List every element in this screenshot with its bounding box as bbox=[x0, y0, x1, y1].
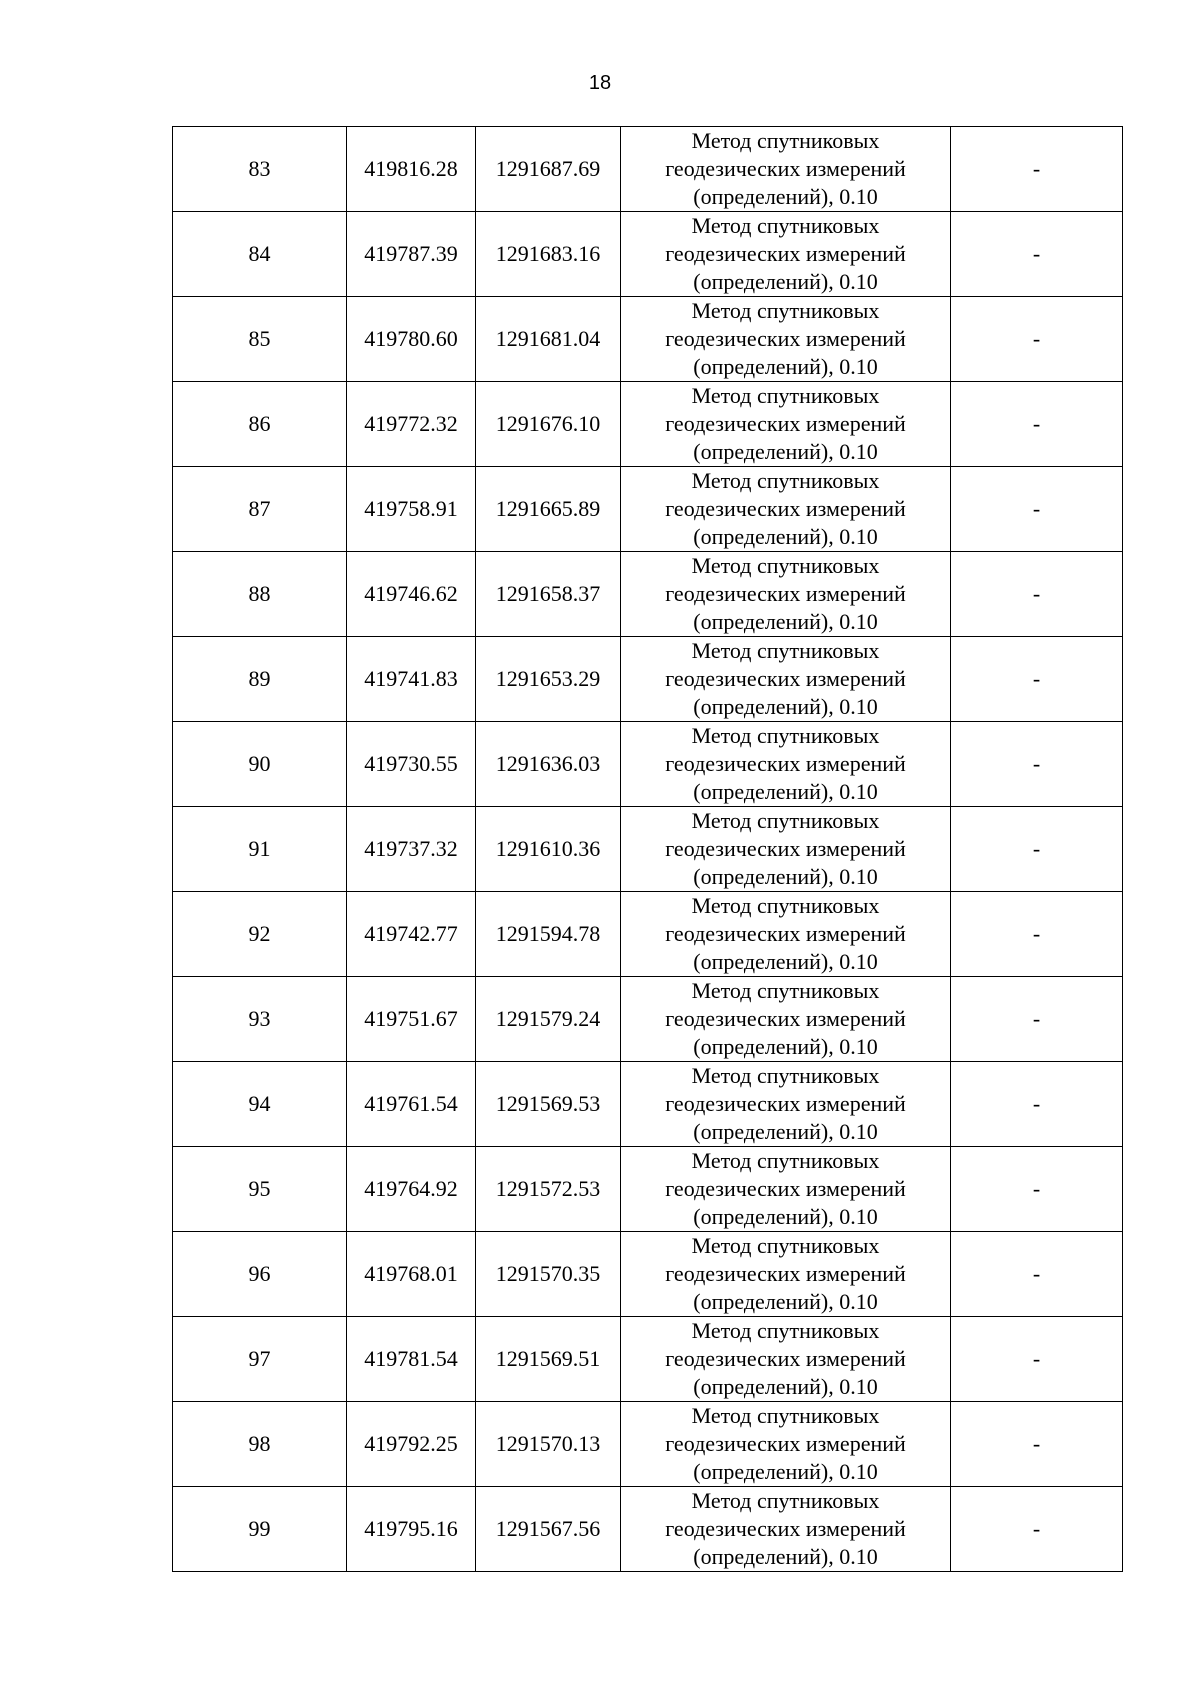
note-cell: - bbox=[951, 297, 1123, 382]
x-coordinate-cell: 419746.62 bbox=[347, 552, 476, 637]
method-cell bbox=[621, 892, 951, 977]
table-row bbox=[173, 1402, 1123, 1487]
method-line-3: (определений), 0.10 bbox=[693, 864, 878, 889]
x-coordinate-cell: 419787.39 bbox=[347, 212, 476, 297]
x-coordinate-cell: 419730.55 bbox=[347, 722, 476, 807]
point-number-cell: 97 bbox=[173, 1317, 347, 1402]
method-line-3: (определений), 0.10 bbox=[693, 354, 878, 379]
y-coordinate-cell: 1291636.03 bbox=[476, 722, 621, 807]
y-coordinate-cell: 1291570.13 bbox=[476, 1402, 621, 1487]
table-row bbox=[173, 1317, 1123, 1402]
method-line-2: геодезических измерений bbox=[665, 241, 906, 266]
method-line-3: (определений), 0.10 bbox=[693, 1034, 878, 1059]
table-row bbox=[173, 637, 1123, 722]
method-line-2: геодезических измерений bbox=[665, 666, 906, 691]
note-cell: - bbox=[951, 1402, 1123, 1487]
y-coordinate-cell: 1291570.35 bbox=[476, 1232, 621, 1317]
y-coordinate-cell: 1291665.89 bbox=[476, 467, 621, 552]
x-coordinate-cell: 419816.28 bbox=[347, 127, 476, 212]
note-cell: - bbox=[951, 552, 1123, 637]
note-cell: - bbox=[951, 1487, 1123, 1572]
point-number-cell: 93 bbox=[173, 977, 347, 1062]
method-cell bbox=[621, 212, 951, 297]
method-line-3: (определений), 0.10 bbox=[693, 609, 878, 634]
y-coordinate-cell: 1291610.36 bbox=[476, 807, 621, 892]
note-cell: - bbox=[951, 127, 1123, 212]
x-coordinate-cell: 419768.01 bbox=[347, 1232, 476, 1317]
note-cell: - bbox=[951, 382, 1123, 467]
point-number-cell: 90 bbox=[173, 722, 347, 807]
table-row bbox=[173, 552, 1123, 637]
method-line-2: геодезических измерений bbox=[665, 1431, 906, 1456]
coordinates-table bbox=[172, 126, 1123, 1572]
method-line-1: Метод спутниковых bbox=[691, 213, 880, 238]
method-cell bbox=[621, 1147, 951, 1232]
table-row bbox=[173, 892, 1123, 977]
method-line-3: (определений), 0.10 bbox=[693, 694, 878, 719]
method-line-1: Метод спутниковых bbox=[691, 638, 880, 663]
method-cell bbox=[621, 297, 951, 382]
method-line-3: (определений), 0.10 bbox=[693, 779, 878, 804]
x-coordinate-cell: 419741.83 bbox=[347, 637, 476, 722]
x-coordinate-cell: 419751.67 bbox=[347, 977, 476, 1062]
note-cell: - bbox=[951, 212, 1123, 297]
coordinates-table-body bbox=[173, 127, 1123, 1572]
method-line-1: Метод спутниковых bbox=[691, 723, 880, 748]
method-line-1: Метод спутниковых bbox=[691, 808, 880, 833]
table-row bbox=[173, 1147, 1123, 1232]
point-number-cell: 87 bbox=[173, 467, 347, 552]
y-coordinate-cell: 1291569.53 bbox=[476, 1062, 621, 1147]
method-line-2: геодезических измерений bbox=[665, 411, 906, 436]
method-line-3: (определений), 0.10 bbox=[693, 1119, 878, 1144]
method-cell bbox=[621, 552, 951, 637]
method-line-1: Метод спутниковых bbox=[691, 1063, 880, 1088]
x-coordinate-cell: 419758.91 bbox=[347, 467, 476, 552]
table-row bbox=[173, 977, 1123, 1062]
y-coordinate-cell: 1291572.53 bbox=[476, 1147, 621, 1232]
method-line-2: геодезических измерений bbox=[665, 326, 906, 351]
point-number-cell: 92 bbox=[173, 892, 347, 977]
note-cell: - bbox=[951, 1062, 1123, 1147]
method-line-2: геодезических измерений bbox=[665, 496, 906, 521]
table-row bbox=[173, 212, 1123, 297]
method-cell bbox=[621, 722, 951, 807]
x-coordinate-cell: 419795.16 bbox=[347, 1487, 476, 1572]
y-coordinate-cell: 1291687.69 bbox=[476, 127, 621, 212]
method-line-1: Метод спутниковых bbox=[691, 383, 880, 408]
note-cell: - bbox=[951, 1232, 1123, 1317]
method-cell bbox=[621, 637, 951, 722]
x-coordinate-cell: 419780.60 bbox=[347, 297, 476, 382]
table-row bbox=[173, 297, 1123, 382]
method-line-1: Метод спутниковых bbox=[691, 128, 880, 153]
table-row bbox=[173, 1062, 1123, 1147]
y-coordinate-cell: 1291653.29 bbox=[476, 637, 621, 722]
method-line-1: Метод спутниковых bbox=[691, 893, 880, 918]
point-number-cell: 95 bbox=[173, 1147, 347, 1232]
x-coordinate-cell: 419792.25 bbox=[347, 1402, 476, 1487]
method-line-2: геодезических измерений bbox=[665, 1261, 906, 1286]
y-coordinate-cell: 1291594.78 bbox=[476, 892, 621, 977]
point-number-cell: 96 bbox=[173, 1232, 347, 1317]
page-number: 18 bbox=[588, 72, 612, 94]
method-line-2: геодезических измерений bbox=[665, 1516, 906, 1541]
method-line-3: (определений), 0.10 bbox=[693, 439, 878, 464]
table-row bbox=[173, 1232, 1123, 1317]
method-line-1: Метод спутниковых bbox=[691, 1403, 880, 1428]
method-cell bbox=[621, 382, 951, 467]
y-coordinate-cell: 1291569.51 bbox=[476, 1317, 621, 1402]
x-coordinate-cell: 419772.32 bbox=[347, 382, 476, 467]
method-line-3: (определений), 0.10 bbox=[693, 184, 878, 209]
method-cell bbox=[621, 467, 951, 552]
table-row bbox=[173, 1487, 1123, 1572]
x-coordinate-cell: 419742.77 bbox=[347, 892, 476, 977]
point-number-cell: 98 bbox=[173, 1402, 347, 1487]
method-line-2: геодезических измерений bbox=[665, 751, 906, 776]
table-row bbox=[173, 382, 1123, 467]
method-line-3: (определений), 0.10 bbox=[693, 949, 878, 974]
method-cell bbox=[621, 1402, 951, 1487]
method-cell bbox=[621, 1317, 951, 1402]
method-line-3: (определений), 0.10 bbox=[693, 1544, 878, 1569]
method-line-1: Метод спутниковых bbox=[691, 553, 880, 578]
point-number-cell: 99 bbox=[173, 1487, 347, 1572]
method-line-1: Метод спутниковых bbox=[691, 1233, 880, 1258]
method-line-2: геодезических измерений bbox=[665, 1091, 906, 1116]
point-number-cell: 86 bbox=[173, 382, 347, 467]
point-number-cell: 91 bbox=[173, 807, 347, 892]
note-cell: - bbox=[951, 637, 1123, 722]
method-line-1: Метод спутниковых bbox=[691, 1148, 880, 1173]
point-number-cell: 84 bbox=[173, 212, 347, 297]
table-row bbox=[173, 722, 1123, 807]
method-line-3: (определений), 0.10 bbox=[693, 1289, 878, 1314]
x-coordinate-cell: 419761.54 bbox=[347, 1062, 476, 1147]
table-row bbox=[173, 127, 1123, 212]
method-cell bbox=[621, 807, 951, 892]
note-cell: - bbox=[951, 722, 1123, 807]
y-coordinate-cell: 1291683.16 bbox=[476, 212, 621, 297]
method-cell bbox=[621, 127, 951, 212]
y-coordinate-cell: 1291658.37 bbox=[476, 552, 621, 637]
method-line-3: (определений), 0.10 bbox=[693, 1204, 878, 1229]
method-line-2: геодезических измерений bbox=[665, 581, 906, 606]
method-cell bbox=[621, 1232, 951, 1317]
note-cell: - bbox=[951, 1147, 1123, 1232]
method-line-2: геодезических измерений bbox=[665, 1176, 906, 1201]
method-line-1: Метод спутниковых bbox=[691, 468, 880, 493]
method-line-2: геодезических измерений bbox=[665, 1346, 906, 1371]
point-number-cell: 83 bbox=[173, 127, 347, 212]
x-coordinate-cell: 419781.54 bbox=[347, 1317, 476, 1402]
y-coordinate-cell: 1291676.10 bbox=[476, 382, 621, 467]
method-line-2: геодезических измерений bbox=[665, 836, 906, 861]
y-coordinate-cell: 1291579.24 bbox=[476, 977, 621, 1062]
point-number-cell: 89 bbox=[173, 637, 347, 722]
method-line-2: геодезических измерений bbox=[665, 921, 906, 946]
method-line-3: (определений), 0.10 bbox=[693, 524, 878, 549]
note-cell: - bbox=[951, 977, 1123, 1062]
y-coordinate-cell: 1291681.04 bbox=[476, 297, 621, 382]
method-line-2: геодезических измерений bbox=[665, 156, 906, 181]
method-line-3: (определений), 0.10 bbox=[693, 1459, 878, 1484]
note-cell: - bbox=[951, 1317, 1123, 1402]
table-row bbox=[173, 467, 1123, 552]
point-number-cell: 85 bbox=[173, 297, 347, 382]
note-cell: - bbox=[951, 467, 1123, 552]
method-cell bbox=[621, 977, 951, 1062]
x-coordinate-cell: 419764.92 bbox=[347, 1147, 476, 1232]
note-cell: - bbox=[951, 892, 1123, 977]
method-cell bbox=[621, 1487, 951, 1572]
table-row bbox=[173, 807, 1123, 892]
method-line-2: геодезических измерений bbox=[665, 1006, 906, 1031]
method-line-3: (определений), 0.10 bbox=[693, 269, 878, 294]
method-line-1: Метод спутниковых bbox=[691, 1318, 880, 1343]
method-cell bbox=[621, 1062, 951, 1147]
note-cell: - bbox=[951, 807, 1123, 892]
method-line-1: Метод спутниковых bbox=[691, 298, 880, 323]
y-coordinate-cell: 1291567.56 bbox=[476, 1487, 621, 1572]
point-number-cell: 94 bbox=[173, 1062, 347, 1147]
method-line-3: (определений), 0.10 bbox=[693, 1374, 878, 1399]
method-line-1: Метод спутниковых bbox=[691, 1488, 880, 1513]
method-line-1: Метод спутниковых bbox=[691, 978, 880, 1003]
x-coordinate-cell: 419737.32 bbox=[347, 807, 476, 892]
point-number-cell: 88 bbox=[173, 552, 347, 637]
